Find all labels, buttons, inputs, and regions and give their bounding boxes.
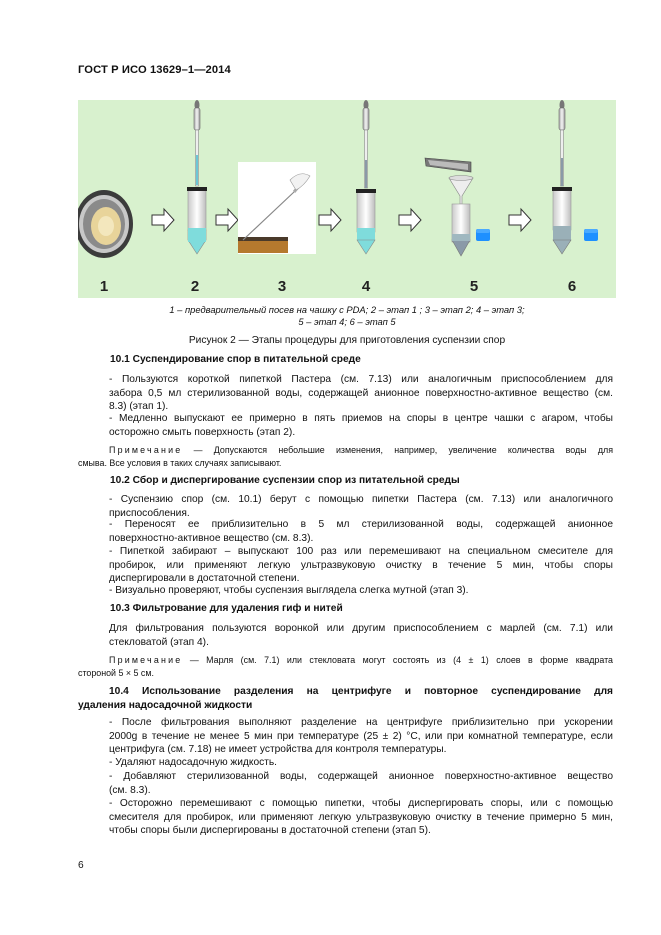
paragraph: - Добавляют стерилизованной воды, содержащей анионное поверхностно-активное вещество (см. 8.3). [109,771,613,796]
step-number: 6 [567,278,577,295]
arrow-icon [152,209,531,231]
step-number: 1 [99,278,109,295]
funnel-tube-icon [425,158,490,256]
note: Примечание — Марля (см. 7.1) или стекловата могут состоять из (4 ± 1) слоев в форме квадрата стороной 5 × 5 см. [78,655,613,678]
section-heading: 10.2 Сбор и диспергирование суспензии спор из питательной среды [110,475,460,486]
tube-with-pipette-icon [187,100,207,254]
paragraph: - Удаляют надосадочную жидкость. [109,757,278,768]
tube-with-pipette-icon [552,100,598,254]
document-header: ГОСТ Р ИСО 13629–1—2014 [78,64,231,76]
paragraph: - После фильтрования выполняют разделение на центрифуге приблизительно при ускорении 2000g в течение не менее 5 мин при температуре (25 ± 2) °С, или при комнатной температуре, если центрифуга (см. 7.18) не имеет устройства для контроля температуры. [109,717,613,756]
figure-caption-line: 5 – этап 4; 6 – этап 5 [298,316,396,327]
paragraph: - Визуально проверяют, чтобы суспензия выглядела слегка мутной (этап 3). [109,585,469,596]
petri-dish-icon [78,190,133,258]
procedure-illustration [78,100,616,298]
paragraph: - Суспензию спор (см. 10.1) берут с помощью пипетки Пастера (см. 7.13) или аналогичного приспособления. [109,494,613,519]
note: Примечание — Допускаются небольшие изменения, например, увеличение количества воды для смыва. Все условия в таких случаях записывают. [78,445,614,468]
sample-tray-icon [238,162,316,254]
step-number: 3 [277,278,287,295]
procedure-figure [78,100,616,298]
paragraph: - Переносят ее приблизительно в 5 мл стерилизованной воды, содержащей анионное поверхностно-активное вещество (см. 8.3). [109,519,613,544]
step-number: 4 [361,278,371,295]
paragraph: - Медленно выпускают ее примерно в пять приемов на споры в центре чашки с агаром, чтобы осторожно смыть поверхность (этап 2). [109,413,613,438]
step-number: 5 [469,278,479,295]
paragraph: - Пипеткой забирают – выпускают 100 раз или перемешивают на специальном смесителе для пробирок, или применяют легкую ультразвуковую очистку в течение 5 мин, чтобы споры диспергировали в достаточной степени. [109,546,613,585]
paragraph: - Пользуются короткой пипеткой Пастера (см. 7.13) или аналогичным приспособлением для забора 0,5 мл стерилизованной воды, содержащей анионное поверхностно-активное вещество (см. 8.3) (этап 1). [109,374,613,413]
step-number: 2 [190,278,200,295]
paragraph: - Осторожно перемешивают с помощью пипетки, чтобы диспергировать споры, или с помощью смесителя для пробирок, или применяют легкую ультразвуковую очистку в течение примерно 5 мин, чтобы споры были диспергированы в достаточной степени (этап 5). [109,798,613,837]
figure-caption-line: 1 – предварительный посев на чашку с PDA; 2 – этап 1 ; 3 – этап 2; 4 – этап 3; [169,304,525,315]
section-heading: 10.3 Фильтрование для удаления гиф и нитей [110,603,343,614]
tube-with-pipette-icon [356,100,376,254]
section-heading: 10.4 Использование разделения на центрифуге и повторное суспендирование для удаления надосадочной жидкости [78,686,613,711]
section-heading: 10.1 Суспендирование спор в питательной среде [110,354,361,365]
paragraph: Для фильтрования пользуются воронкой или другим приспособлением с марлей (см. 7.1) или стекловатой (этап 4). [109,623,613,648]
page-number: 6 [78,860,84,871]
figure-title: Рисунок 2 — Этапы процедуры для приготовления суспензии спор [188,335,506,346]
